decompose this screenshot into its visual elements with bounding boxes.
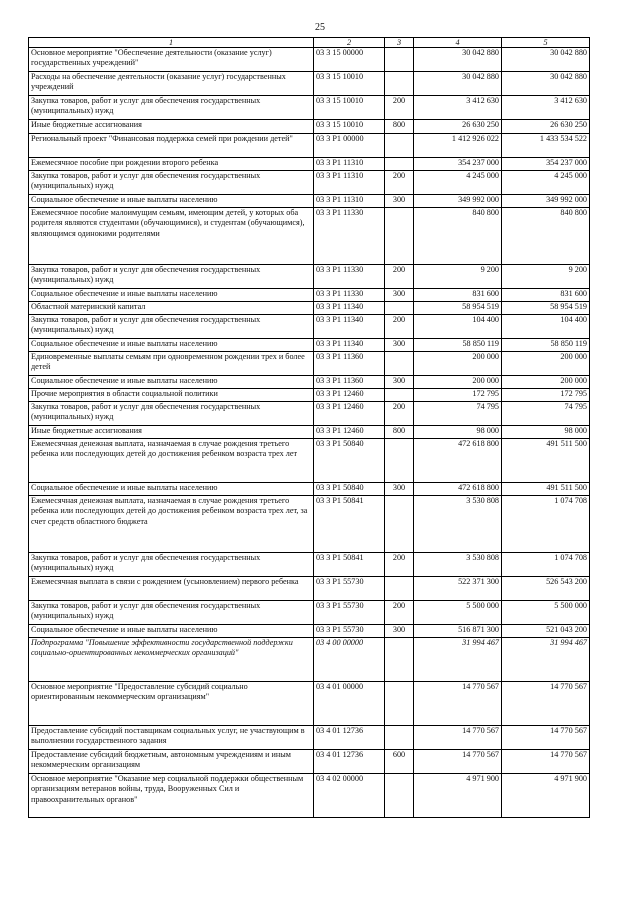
expense-type-cell: 300 bbox=[385, 339, 414, 352]
row-name-cell: Ежемесячное пособие при рождении второго ребенка bbox=[29, 158, 314, 171]
table-row bbox=[29, 158, 590, 171]
target-code-cell: 03 3 Р1 12460 bbox=[314, 426, 385, 439]
table-row bbox=[29, 426, 590, 439]
target-code-cell: 03 3 Р1 11330 bbox=[314, 265, 385, 289]
target-code-cell: 03 4 01 12736 bbox=[314, 750, 385, 774]
amount-year1-cell: 354 237 000 bbox=[414, 158, 502, 171]
table-row bbox=[29, 750, 590, 774]
table-row bbox=[29, 195, 590, 208]
row-name-cell: Областной материнский капитал bbox=[29, 302, 314, 315]
amount-year1-cell: 58 954 519 bbox=[414, 302, 502, 315]
amount-year2-cell: 4 971 900 bbox=[502, 774, 590, 818]
expense-type-cell: 300 bbox=[385, 195, 414, 208]
row-name-cell: Социальное обеспечение и иные выплаты населению bbox=[29, 195, 314, 208]
target-code-cell: 03 3 Р1 11360 bbox=[314, 352, 385, 376]
amount-year2-cell: 521 043 200 bbox=[502, 625, 590, 638]
expense-type-cell: 300 bbox=[385, 289, 414, 302]
amount-year1-cell: 472 618 800 bbox=[414, 439, 502, 483]
expense-type-cell: 200 bbox=[385, 402, 414, 426]
table-row bbox=[29, 134, 590, 158]
table-row bbox=[29, 774, 590, 818]
expense-type-cell: 200 bbox=[385, 96, 414, 120]
expense-type-cell: 200 bbox=[385, 601, 414, 625]
amount-year2-cell: 30 042 880 bbox=[502, 72, 590, 96]
amount-year2-cell: 200 000 bbox=[502, 376, 590, 389]
row-name-cell: Региональный проект "Финансовая поддержка семей при рождении детей" bbox=[29, 134, 314, 158]
expense-type-cell: 800 bbox=[385, 426, 414, 439]
expense-type-cell bbox=[385, 774, 414, 818]
amount-year2-cell: 354 237 000 bbox=[502, 158, 590, 171]
budget-table bbox=[28, 37, 590, 818]
amount-year1-cell: 26 630 250 bbox=[414, 120, 502, 134]
amount-year1-cell: 30 042 880 bbox=[414, 72, 502, 96]
row-name-cell: Предоставление субсидий поставщикам социальных услуг, не участвующим в выполнении государственного задания bbox=[29, 726, 314, 750]
column-header: 5 bbox=[502, 38, 590, 48]
row-name-cell: Единовременные выплаты семьям при одновременном рождении трех и более детей bbox=[29, 352, 314, 376]
amount-year2-cell: 3 412 630 bbox=[502, 96, 590, 120]
row-name-cell: Социальное обеспечение и иные выплаты населению bbox=[29, 483, 314, 496]
amount-year1-cell: 840 800 bbox=[414, 208, 502, 265]
amount-year2-cell: 491 511 500 bbox=[502, 439, 590, 483]
amount-year2-cell: 58 954 519 bbox=[502, 302, 590, 315]
expense-type-cell: 300 bbox=[385, 483, 414, 496]
amount-year2-cell: 9 200 bbox=[502, 265, 590, 289]
row-name-cell: Закупка товаров, работ и услуг для обеспечения государственных (муниципальных) нужд bbox=[29, 402, 314, 426]
expense-type-cell bbox=[385, 302, 414, 315]
row-name-cell: Ежемесячная денежная выплата, назначаемая в случае рождения третьего ребенка или последующих детей до достижения ребенком возраста трех лет bbox=[29, 439, 314, 483]
amount-year2-cell: 5 500 000 bbox=[502, 601, 590, 625]
table-row bbox=[29, 389, 590, 402]
amount-year1-cell: 74 795 bbox=[414, 402, 502, 426]
column-header: 4 bbox=[414, 38, 502, 48]
expense-type-cell bbox=[385, 72, 414, 96]
target-code-cell: 03 3 Р1 55730 bbox=[314, 601, 385, 625]
row-name-cell: Закупка товаров, работ и услуг для обеспечения государственных (муниципальных) нужд bbox=[29, 601, 314, 625]
row-name-cell: Основное мероприятие "Оказание мер социальной поддержки общественным организациям ветеранов войны, труда, Вооруженных Сил и правоохранительных органов" bbox=[29, 774, 314, 818]
amount-year2-cell: 14 770 567 bbox=[502, 750, 590, 774]
expense-type-cell bbox=[385, 577, 414, 601]
row-name-cell: Закупка товаров, работ и услуг для обеспечения государственных (муниципальных) нужд bbox=[29, 265, 314, 289]
column-header: 1 bbox=[29, 38, 314, 48]
table-row bbox=[29, 265, 590, 289]
target-code-cell: 03 3 Р1 11310 bbox=[314, 171, 385, 195]
row-name-cell: Закупка товаров, работ и услуг для обеспечения государственных (муниципальных) нужд bbox=[29, 553, 314, 577]
target-code-cell: 03 3 Р1 50840 bbox=[314, 483, 385, 496]
table-row bbox=[29, 339, 590, 352]
row-name-cell: Ежемесячная денежная выплата, назначаемая в случае рождения третьего ребенка или последующих детей до достижения ребенком возраста трех лет, за счет средств областного бюджета bbox=[29, 496, 314, 553]
target-code-cell: 03 3 Р1 55730 bbox=[314, 577, 385, 601]
column-header: 3 bbox=[385, 38, 414, 48]
table-row bbox=[29, 625, 590, 638]
row-name-cell: Иные бюджетные ассигнования bbox=[29, 426, 314, 439]
row-name-cell: Социальное обеспечение и иные выплаты населению bbox=[29, 339, 314, 352]
target-code-cell: 03 4 01 00000 bbox=[314, 682, 385, 726]
expense-type-cell bbox=[385, 496, 414, 553]
amount-year2-cell: 30 042 880 bbox=[502, 48, 590, 72]
table-row bbox=[29, 601, 590, 625]
target-code-cell: 03 4 02 00000 bbox=[314, 774, 385, 818]
row-name-cell: Предоставление субсидий бюджетным, автономным учреждениям и иным некоммерческим организациям bbox=[29, 750, 314, 774]
row-name-cell: Закупка товаров, работ и услуг для обеспечения государственных (муниципальных) нужд bbox=[29, 315, 314, 339]
table-row bbox=[29, 439, 590, 483]
table-row bbox=[29, 726, 590, 750]
column-header: 2 bbox=[314, 38, 385, 48]
target-code-cell: 03 3 15 10010 bbox=[314, 72, 385, 96]
expense-type-cell bbox=[385, 352, 414, 376]
expense-type-cell bbox=[385, 158, 414, 171]
expense-type-cell: 300 bbox=[385, 376, 414, 389]
amount-year2-cell: 172 795 bbox=[502, 389, 590, 402]
amount-year1-cell: 9 200 bbox=[414, 265, 502, 289]
amount-year2-cell: 1 074 708 bbox=[502, 553, 590, 577]
table-row bbox=[29, 682, 590, 726]
expense-type-cell bbox=[385, 638, 414, 682]
amount-year2-cell: 831 600 bbox=[502, 289, 590, 302]
amount-year1-cell: 831 600 bbox=[414, 289, 502, 302]
amount-year1-cell: 349 992 000 bbox=[414, 195, 502, 208]
table-row bbox=[29, 171, 590, 195]
amount-year2-cell: 840 800 bbox=[502, 208, 590, 265]
amount-year2-cell: 58 850 119 bbox=[502, 339, 590, 352]
column-header-row bbox=[29, 38, 590, 48]
amount-year1-cell: 200 000 bbox=[414, 376, 502, 389]
target-code-cell: 03 3 Р1 11310 bbox=[314, 195, 385, 208]
table-row bbox=[29, 302, 590, 315]
amount-year1-cell: 4 245 000 bbox=[414, 171, 502, 195]
amount-year2-cell: 1 433 534 522 bbox=[502, 134, 590, 158]
row-name-cell: Социальное обеспечение и иные выплаты населению bbox=[29, 376, 314, 389]
target-code-cell: 03 3 Р1 11340 bbox=[314, 302, 385, 315]
table-row bbox=[29, 553, 590, 577]
amount-year2-cell: 74 795 bbox=[502, 402, 590, 426]
expense-type-cell bbox=[385, 208, 414, 265]
table-row bbox=[29, 496, 590, 553]
amount-year1-cell: 14 770 567 bbox=[414, 750, 502, 774]
table-row bbox=[29, 96, 590, 120]
expense-type-cell: 600 bbox=[385, 750, 414, 774]
table-row bbox=[29, 208, 590, 265]
row-name-cell: Социальное обеспечение и иные выплаты населению bbox=[29, 289, 314, 302]
table-row bbox=[29, 289, 590, 302]
target-code-cell: 03 3 15 10010 bbox=[314, 120, 385, 134]
expense-type-cell: 200 bbox=[385, 553, 414, 577]
expense-type-cell bbox=[385, 48, 414, 72]
amount-year1-cell: 200 000 bbox=[414, 352, 502, 376]
amount-year2-cell: 526 543 200 bbox=[502, 577, 590, 601]
target-code-cell: 03 3 15 10010 bbox=[314, 96, 385, 120]
row-name-cell: Прочие мероприятия в области социальной политики bbox=[29, 389, 314, 402]
amount-year2-cell: 26 630 250 bbox=[502, 120, 590, 134]
row-name-cell: Расходы на обеспечение деятельности (оказание услуг) государственных учреждений bbox=[29, 72, 314, 96]
expense-type-cell: 200 bbox=[385, 315, 414, 339]
expense-type-cell bbox=[385, 389, 414, 402]
amount-year2-cell: 14 770 567 bbox=[502, 682, 590, 726]
table-row bbox=[29, 402, 590, 426]
target-code-cell: 03 3 Р1 55730 bbox=[314, 625, 385, 638]
table-row bbox=[29, 376, 590, 389]
amount-year1-cell: 5 500 000 bbox=[414, 601, 502, 625]
row-name-cell: Ежемесячное пособие малоимущим семьям, имеющим детей, у которых оба родителя являются студентами (обучающимися), и студентам (обучающимся), являющимся одинокими родителями bbox=[29, 208, 314, 265]
amount-year1-cell: 3 530 808 bbox=[414, 553, 502, 577]
target-code-cell: 03 3 Р1 50840 bbox=[314, 439, 385, 483]
amount-year2-cell: 98 000 bbox=[502, 426, 590, 439]
amount-year1-cell: 31 994 467 bbox=[414, 638, 502, 682]
amount-year2-cell: 349 992 000 bbox=[502, 195, 590, 208]
expense-type-cell: 300 bbox=[385, 625, 414, 638]
row-name-cell: Ежемесячная выплата в связи с рождением (усыновлением) первого ребенка bbox=[29, 577, 314, 601]
expense-type-cell: 200 bbox=[385, 265, 414, 289]
expense-type-cell bbox=[385, 134, 414, 158]
amount-year2-cell: 200 000 bbox=[502, 352, 590, 376]
amount-year1-cell: 14 770 567 bbox=[414, 682, 502, 726]
amount-year2-cell: 1 074 708 bbox=[502, 496, 590, 553]
target-code-cell: 03 3 Р1 50841 bbox=[314, 496, 385, 553]
table-row bbox=[29, 72, 590, 96]
amount-year2-cell: 31 994 467 bbox=[502, 638, 590, 682]
amount-year1-cell: 1 412 926 022 bbox=[414, 134, 502, 158]
expense-type-cell: 200 bbox=[385, 171, 414, 195]
amount-year2-cell: 104 400 bbox=[502, 315, 590, 339]
target-code-cell: 03 4 00 00000 bbox=[314, 638, 385, 682]
expense-type-cell: 800 bbox=[385, 120, 414, 134]
amount-year1-cell: 472 618 800 bbox=[414, 483, 502, 496]
target-code-cell: 03 4 01 12736 bbox=[314, 726, 385, 750]
target-code-cell: 03 3 Р1 11330 bbox=[314, 208, 385, 265]
amount-year1-cell: 522 371 300 bbox=[414, 577, 502, 601]
amount-year1-cell: 4 971 900 bbox=[414, 774, 502, 818]
table-row bbox=[29, 638, 590, 682]
target-code-cell: 03 3 15 00000 bbox=[314, 48, 385, 72]
amount-year1-cell: 14 770 567 bbox=[414, 726, 502, 750]
expense-type-cell bbox=[385, 726, 414, 750]
amount-year1-cell: 30 042 880 bbox=[414, 48, 502, 72]
table-row bbox=[29, 352, 590, 376]
target-code-cell: 03 3 Р1 11340 bbox=[314, 315, 385, 339]
amount-year1-cell: 58 850 119 bbox=[414, 339, 502, 352]
table-row bbox=[29, 315, 590, 339]
row-name-cell: Основное мероприятие "Обеспечение деятельности (оказание услуг) государственных учреждений" bbox=[29, 48, 314, 72]
amount-year1-cell: 3 530 808 bbox=[414, 496, 502, 553]
amount-year1-cell: 172 795 bbox=[414, 389, 502, 402]
row-name-cell: Основное мероприятие "Предоставление субсидий социально ориентированным некоммерческим организациям" bbox=[29, 682, 314, 726]
target-code-cell: 03 3 Р1 00000 bbox=[314, 134, 385, 158]
amount-year1-cell: 516 871 300 bbox=[414, 625, 502, 638]
row-name-cell: Закупка товаров, работ и услуг для обеспечения государственных (муниципальных) нужд bbox=[29, 171, 314, 195]
page-number: 25 bbox=[315, 22, 325, 33]
target-code-cell: 03 3 Р1 11360 bbox=[314, 376, 385, 389]
target-code-cell: 03 3 Р1 11310 bbox=[314, 158, 385, 171]
table-row bbox=[29, 48, 590, 72]
expense-type-cell bbox=[385, 439, 414, 483]
target-code-cell: 03 3 Р1 12460 bbox=[314, 402, 385, 426]
row-name-cell: Иные бюджетные ассигнования bbox=[29, 120, 314, 134]
table-row bbox=[29, 577, 590, 601]
amount-year1-cell: 3 412 630 bbox=[414, 96, 502, 120]
row-name-cell: Подпрограмма "Повышение эффективности государственной поддержки социально-ориентированных некоммерческих организаций" bbox=[29, 638, 314, 682]
row-name-cell: Закупка товаров, работ и услуг для обеспечения государственных (муниципальных) нужд bbox=[29, 96, 314, 120]
amount-year2-cell: 14 770 567 bbox=[502, 726, 590, 750]
target-code-cell: 03 3 Р1 11340 bbox=[314, 339, 385, 352]
row-name-cell: Социальное обеспечение и иные выплаты населению bbox=[29, 625, 314, 638]
table-row bbox=[29, 483, 590, 496]
amount-year1-cell: 98 000 bbox=[414, 426, 502, 439]
table-row bbox=[29, 120, 590, 134]
target-code-cell: 03 3 Р1 12460 bbox=[314, 389, 385, 402]
expense-type-cell bbox=[385, 682, 414, 726]
amount-year2-cell: 491 511 500 bbox=[502, 483, 590, 496]
target-code-cell: 03 3 Р1 11330 bbox=[314, 289, 385, 302]
amount-year2-cell: 4 245 000 bbox=[502, 171, 590, 195]
target-code-cell: 03 3 Р1 50841 bbox=[314, 553, 385, 577]
amount-year1-cell: 104 400 bbox=[414, 315, 502, 339]
